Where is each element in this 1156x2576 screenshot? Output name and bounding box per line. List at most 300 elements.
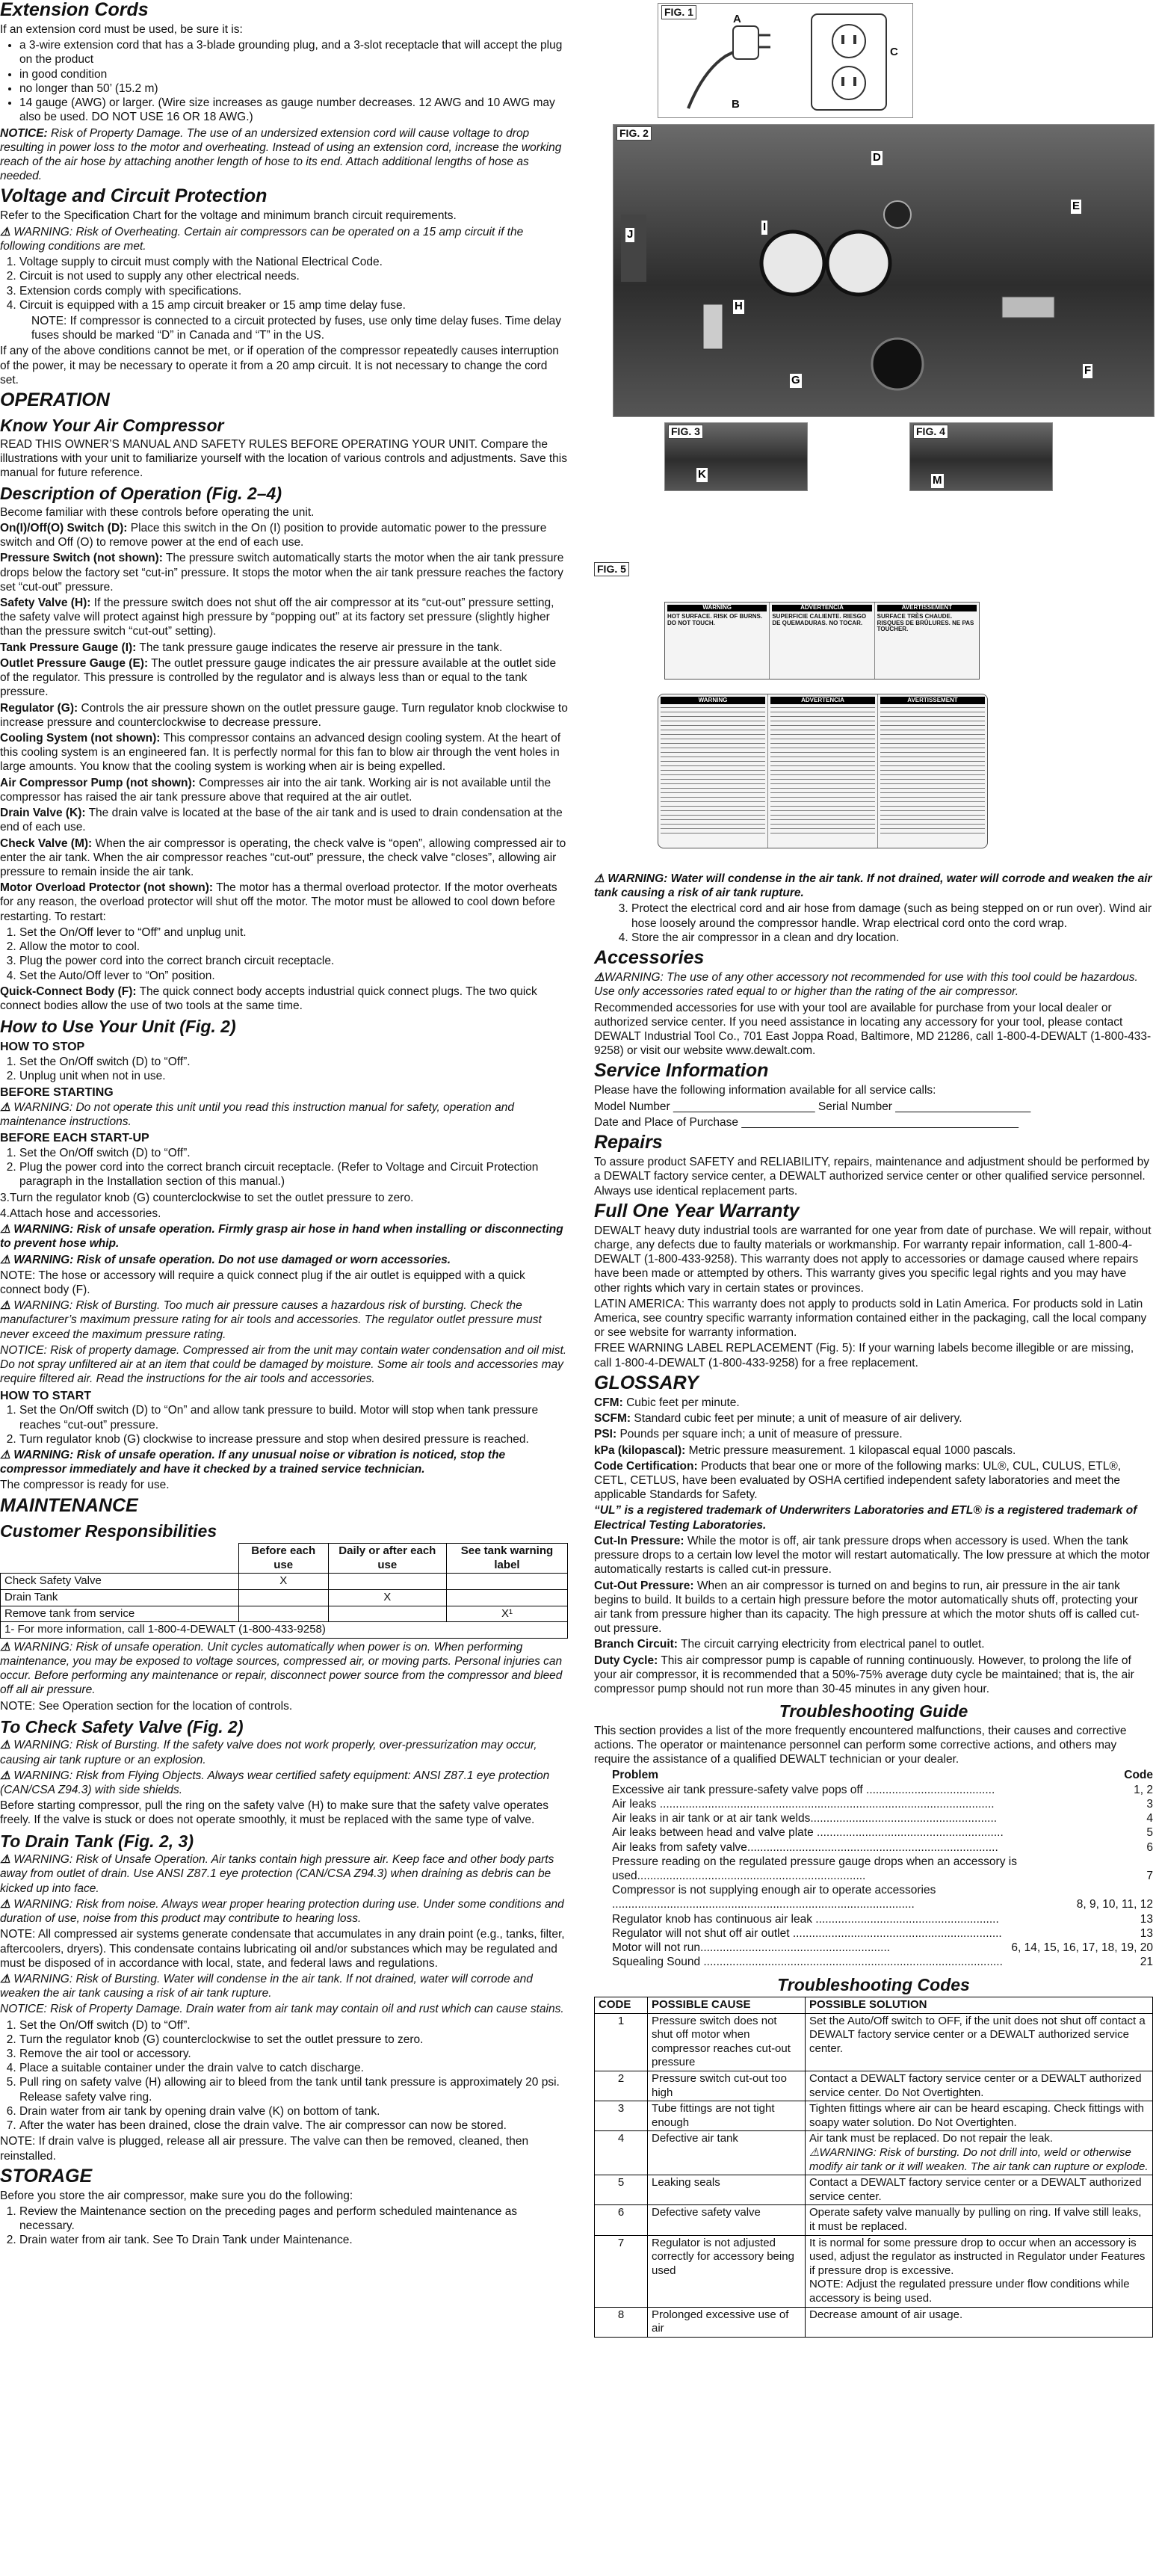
table-cell: 2 [595, 2071, 648, 2101]
label-header: ADVERTENCIA [772, 605, 871, 611]
term: Branch Circuit: [594, 1638, 678, 1651]
troubleshooting-codes-table [594, 1997, 1153, 2338]
list-item [612, 1840, 1153, 1855]
extension-notice [0, 126, 568, 184]
drain-steps [0, 2018, 568, 2133]
desc-item [0, 985, 568, 1013]
label-text: SUPERFICIE CALIENTE. RIESGO DE QUEMADURAS. NO TOCAR. [772, 612, 867, 626]
drain-notice: NOTICE: Risk of Property Damage. Drain water from air tank may contain oil and rust which can cause stains. [0, 2003, 564, 2016]
drain-step: 1. Set the On/Off switch (D) to “Off”. [19, 2018, 568, 2033]
service-text: Please have the following information available for all service calls: [594, 1084, 936, 1097]
list-item [612, 1811, 1153, 1825]
warning-text: WARNING: Risk of unsafe operation. Do not use damaged or worn accessories. [13, 1253, 451, 1266]
problem: Motor will not run........................................................... [612, 1941, 891, 1955]
definition: The pressure switch automatically starts the motor when the air tank pressure drops below the factory set “cut-in” pressure. It stops the motor when the air tank pressure reaches the factory set “cut-out” pressure. [0, 552, 564, 594]
table-cell: Tighten fittings where air can be heard escaping. Check fittings with soapy water solution. Do Not Overtighten. [806, 2101, 1153, 2131]
table-cell: Set the Auto/Off switch to OFF, if the unit does not shut off contact a DEWALT factory service center or a DEWALT authorized service center. [806, 2013, 1153, 2071]
code: 6 [1146, 1840, 1153, 1854]
table-header-cell: Before each use [238, 1544, 328, 1574]
table-header-cell: CODE [595, 1997, 648, 2014]
repairs-title: Repairs [594, 1132, 663, 1153]
code: 5 [1146, 1826, 1153, 1840]
definition: When the air compressor is operating, the check valve is “open”, allowing compressed air to enter the air tank. When the air compressor reaches “cut-out” pressure, the check valve “closes”, allowing air pressure to remain inside the air tank. [0, 836, 566, 878]
table-cell: 4 [595, 2131, 648, 2175]
warning-text: WARNING: Risk of Bursting. Too much air pressure causes a hazardous risk of bursting. Check the manufacturer’s maximum pressure rating for air tools and accessories. The regulator outlet pressure must never exceed the maximum pressure rating. [0, 1299, 542, 1341]
each-steps [0, 1146, 568, 1189]
definition: If the pressure switch does not shut off the air compressor at its “cut-out” pressure setting, the safety valve will protect against high pressure by “popping out” at its factory set pressure (slightly higher than the pressure switch “cut-out” setting). [0, 597, 554, 638]
extension-item: • 14 gauge (AWG) or larger. (Wire size increases as gauge number decreases. 12 AWG and 10 AWG may also be used. DO NOT USE 16 OR 18 AWG.) [19, 96, 568, 124]
howto-note: NOTE: The hose or accessory will require a quick connect plug if the air outlet is equipped with a quick connect body (F). [0, 1269, 525, 1296]
howto-title: How to Use Your Unit (Fig. 2) [0, 1017, 236, 1037]
stop-title: HOW TO STOP [0, 1040, 85, 1053]
table-footnote-row [1, 1622, 568, 1639]
voltage-item: 3. Extension cords comply with specifications. [19, 284, 568, 298]
definition: Pounds per square inch; a unit of measure of pressure. [619, 1428, 903, 1441]
extension-cords-title: Extension Cords [0, 0, 149, 20]
solution-text: It is normal for some pressure drop to occur when an accessory is used, adjust the regulator as instructed in Regulator under Features if pressure drop is excessive. [809, 2236, 1146, 2277]
table-header-cell: POSSIBLE SOLUTION [806, 1997, 1153, 2014]
desc-intro: Become familiar with these controls before operating the unit. [0, 505, 315, 519]
warning-icon: ⚠ [0, 1449, 10, 1462]
warranty-latin: LATIN AMERICA: This warranty does not apply to products sold in Latin America. For products sold in Latin America, see country specific warranty information contained either in the packaging, call the local company or see website for warranty information. [594, 1297, 1147, 1340]
safety-valve-title: To Check Safety Valve (Fig. 2) [0, 1716, 244, 1737]
term: Safety Valve (H): [0, 597, 91, 610]
table-cell [806, 2131, 1153, 2175]
definition: The quick connect body accepts industrial quick connect plugs. The two quick connect bodies allow the use of two tools at the same time. [0, 985, 537, 1012]
howto-warning-3 [0, 1298, 568, 1342]
start-steps [0, 1403, 568, 1446]
problem: Pressure reading on the regulated pressure gauge drops when an accessory is used....................................................................... [612, 1855, 1017, 1882]
glossary-item [594, 1637, 1153, 1651]
extension-item: • a 3-wire extension cord that has a 3-blade grounding plug, and a 3-slot receptacle that will accept the plug on the product [19, 38, 568, 67]
each-step: 1. Set the On/Off switch (D) to “Off”. [19, 1146, 568, 1160]
term: Duty Cycle: [594, 1654, 658, 1667]
storage-step: 3. Protect the electrical cord and air hose from damage (such as being stepped on or run over). Wind air hose loosely around the compressor handle. Wrap electrical cord onto the cord wrap. [631, 902, 1153, 930]
term: Quick-Connect Body (F): [0, 985, 137, 998]
table-header-cell: POSSIBLE CAUSE [648, 1997, 806, 2014]
operation-title: OPERATION [0, 389, 110, 411]
storage-title: STORAGE [0, 2165, 93, 2187]
drain-step: 3. Remove the air tool or accessory. [19, 2047, 568, 2061]
restart-step: 1. Set the On/Off lever to “Off” and unplug unit. [19, 925, 568, 940]
problem: Air leaks in air tank or at air tank welds.......................................................... [612, 1812, 998, 1825]
term: Air Compressor Pump (not shown): [0, 776, 196, 789]
definition: The circuit carrying electricity from electrical panel to outlet. [681, 1638, 985, 1651]
glossary-title: GLOSSARY [594, 1372, 699, 1393]
warning-icon: ⚠ [0, 1253, 10, 1266]
drain-step: 4. Place a suitable container under the drain valve to catch discharge. [19, 2061, 568, 2075]
code: 21 [1140, 1956, 1153, 1969]
warning-icon: ⚠ [0, 225, 10, 238]
before-title: BEFORE STARTING [0, 1085, 114, 1099]
figure-1 [658, 3, 913, 118]
list-item [612, 1955, 1153, 1969]
problem: Air leaks from safety valve.............................................................................. [612, 1840, 998, 1854]
term: Motor Overload Protector (not shown): [0, 881, 214, 895]
stop-step: 1. Set the On/Off switch (D) to “Off”. [19, 1055, 568, 1069]
term: Check Valve (M): [0, 836, 93, 850]
before-warning [0, 1100, 568, 1129]
definition: Standard cubic feet per minute; a unit of measure of air delivery. [634, 1412, 962, 1426]
list-item [612, 1783, 1153, 1797]
table-cell: Pressure switch does not shut off motor when compressor reaches cut-out pressure [648, 2013, 806, 2071]
notice-label: NOTICE: [0, 126, 48, 140]
list-item [612, 1912, 1153, 1926]
table-cell: 1 [595, 2013, 648, 2071]
accessories-warning [594, 970, 1153, 999]
safety-warning-1 [0, 1738, 568, 1766]
table-row [595, 2071, 1153, 2101]
desc-item [0, 656, 568, 700]
glossary-item [594, 1654, 1153, 1697]
desc-title: Description of Operation (Fig. 2–4) [0, 484, 282, 504]
table-cell: Drain Tank [1, 1589, 239, 1606]
warning-icon: ⚠ [0, 1897, 10, 1911]
drain-note-2: NOTE: If drain valve is plugged, release all air pressure. The valve can then be removed, cleaned, then reinstalled. [0, 2135, 529, 2163]
table-cell: Prolonged excessive use of air [648, 2307, 806, 2337]
table-row [1, 1589, 568, 1606]
problem: Air leaks between head and valve plate .......................................................... [612, 1826, 1004, 1840]
term: Code Certification: [594, 1459, 698, 1473]
table-cell [446, 1589, 567, 1606]
table-cell: Remove tank from service [1, 1606, 239, 1622]
maint-warning [0, 1640, 568, 1698]
callout-i: I [763, 221, 767, 233]
term: Cooling System (not shown): [0, 732, 161, 745]
drain-note: NOTE: All compressed air systems generate condensate that accumulates in any drain point (e.g., tanks, filter, aftercoolers, dryers). This condensate contains lubricating oil and/or substances which may be regulated and must be disposed of in accordance with local, state, and federal laws and regulations. [0, 1928, 565, 1970]
safety-warning-label [658, 694, 988, 848]
warning-text: WARNING: Do not operate this unit until you read this instruction manual for safety, operation and maintenance instructions. [0, 1100, 514, 1128]
table-row [595, 2175, 1153, 2205]
drain-step: 5. Pull ring on safety valve (H) allowing air to bleed from the tank until tank pressure is approximately 20 psi. Release safety valve ring. [19, 2075, 568, 2104]
troubleshooting-header [594, 1768, 1153, 1782]
table-cell: Pressure switch cut-out too high [648, 2071, 806, 2101]
howto-warning-4 [0, 1448, 568, 1476]
problem: Regulator knob has continuous air leak ......................................................... [612, 1912, 999, 1926]
glossary-item [594, 1411, 1153, 1426]
list-item [612, 1825, 1153, 1840]
table-header-cell: See tank warning label [446, 1544, 567, 1574]
callout-h: H [735, 300, 743, 312]
each-step: 2. Plug the power cord into the correct branch circuit receptacle. (Refer to Voltage and Circuit Protection paragraph in the Installation section of this manual.) [19, 1160, 568, 1189]
label-text: SURFACE TRÈS CHAUDE. RISQUES DE BRÛLURES. NE PAS TOUCHER. [877, 612, 974, 633]
voltage-warning-text: WARNING: Risk of Overheating. Certain air compressors can be operated on a 15 amp circuit if the following conditions are met. [0, 225, 524, 253]
table-header-cell [1, 1544, 239, 1574]
callout-k: K [698, 468, 706, 481]
service-model-line: Model Number ______________________ Serial Number _____________________ [594, 1100, 1031, 1113]
each-step-4: 4.Attach hose and accessories. [0, 1207, 161, 1220]
storage-step: 1. Review the Maintenance section on the preceding pages and perform scheduled maintenance as necessary. [19, 2204, 568, 2233]
warning-text: WARNING: Risk of unsafe operation. If any unusual noise or vibration is noticed, stop the compressor immediately and have it checked by a trained service technician. [0, 1449, 506, 1476]
maint-note: NOTE: See Operation section for the location of controls. [0, 1699, 293, 1713]
glossary-item [594, 1427, 1153, 1441]
table-footnote: 1- For more information, call 1-800-4-DEWALT (1-800-433-9258) [1, 1622, 568, 1639]
desc-item [0, 596, 568, 639]
label-panel-fr [878, 694, 987, 848]
table-cell: Tube fittings are not tight enough [648, 2101, 806, 2131]
warning-icon: ⚠ [0, 1100, 10, 1114]
desc-item [0, 551, 568, 594]
table-row [595, 2013, 1153, 2071]
code: 7 [1146, 1869, 1153, 1882]
code: 1, 2 [1134, 1783, 1153, 1796]
list-item [612, 1926, 1153, 1941]
drain-warning-1 [0, 1852, 568, 1896]
glossary-item [594, 1443, 1153, 1458]
table-cell: Operate safety valve manually by pulling on ring. If valve still leaks, it must be replaced. [806, 2205, 1153, 2235]
solution-warning [809, 2146, 1149, 2174]
label-fine-print [661, 707, 765, 834]
warning-text: WARNING: The use of any other accessory not recommended for use with this tool could be hazardous. Use only accessories rated equal to or higher than the rating of the air compressor. [594, 971, 1138, 999]
extension-item: • no longer than 50’ (15.2 m) [19, 81, 568, 96]
definition: Metric pressure measurement. 1 kilopascal equal 1000 pascals. [688, 1443, 1016, 1457]
know-text: READ THIS OWNER’S MANUAL AND SAFETY RULES BEFORE OPERATING YOUR UNIT. Compare the illustrations with your unit to familiarize yourself with the location of various controls and adjustments. Save this manual for future reference. [0, 437, 567, 479]
desc-item [0, 776, 568, 804]
table-cell: 7 [595, 2235, 648, 2307]
code: 3 [1146, 1797, 1153, 1811]
code: 13 [1140, 1912, 1153, 1926]
code: 8, 9, 10, 11, 12 [1076, 1898, 1153, 1911]
list-item [612, 1941, 1153, 1955]
table-cell: X¹ [446, 1606, 567, 1622]
table-cell: 5 [595, 2175, 648, 2205]
callout-d: D [873, 151, 881, 164]
table-cell: Regulator is not adjusted correctly for accessory being used [648, 2235, 806, 2307]
term: Outlet Pressure Gauge (E): [0, 656, 149, 670]
figure-3 [664, 422, 808, 491]
label-text: HOT SURFACE. RISK OF BURNS. DO NOT TOUCH. [667, 612, 763, 626]
warning-text: WARNING: Risk of bursting. Do not drill into, weld or otherwise modify air tank or it will weaken. The air tank can rupture or explode. [809, 2145, 1149, 2173]
label-header: AVERTISSEMENT [877, 605, 977, 611]
drain-step: 6. Drain water from air tank by opening drain valve (K) on bottom of tank. [19, 2104, 568, 2119]
definition: This air compressor pump is capable of running continuously. However, to prolong the life of your air compressor, it is recommended that a 50%-75% average duty cycle be maintained; that is, the air compressor pump should not run more than 30-45 minutes in any given hour. [594, 1654, 1134, 1696]
callout-a: A [733, 13, 741, 25]
table-cell [238, 1589, 328, 1606]
warning-icon: ⚠ [809, 2145, 820, 2159]
problem-header: Problem [612, 1769, 659, 1782]
voltage-title: Voltage and Circuit Protection [0, 185, 268, 207]
figure-4 [909, 422, 1053, 491]
callout-e: E [1072, 200, 1081, 212]
warning-icon: ⚠ [0, 1769, 10, 1782]
stop-step: 2. Unplug unit when not in use. [19, 1069, 568, 1083]
howto-warning-2 [0, 1253, 568, 1267]
definition: Controls the air pressure shown on the outlet pressure gauge. Turn regulator knob clockwise to increase pressure and counterclockwise to decrease pressure. [0, 701, 568, 729]
table-header-cell: Daily or after each use [328, 1544, 446, 1574]
table-row [1, 1606, 568, 1622]
figure-4-label: FIG. 4 [913, 425, 948, 439]
howto-notice: NOTICE: Risk of property damage. Compressed air from the unit may contain water condensation and oil mist. Do not spray unfiltered air at an item that could be damaged by moisture. Some air tools and accessories may require filtered air. Read the instructions for the air tools and accessories. [0, 1343, 567, 1386]
each-title: BEFORE EACH START-UP [0, 1132, 149, 1145]
label-panel-es [768, 694, 878, 848]
codes-title: Troubleshooting Codes [777, 1974, 970, 1994]
voltage-list [0, 255, 568, 312]
warning-icon: ⚠ [0, 1972, 10, 1985]
warning-text: WARNING: Risk from Flying Objects. Always wear certified safety equipment: ANSI Z87.1 eye protection (CAN/CSA Z94.3) with side shields. [0, 1769, 550, 1797]
callout-b: B [732, 98, 740, 111]
warning-text: WARNING: Water will condense in the air tank. If not drained, water will corrode and weaken the air tank causing a risk of air tank rupture. [594, 872, 1152, 900]
start-step: 1. Set the On/Off switch (D) to “On” and allow tank pressure to build. Motor will stop when tank pressure reaches “cut-out” pressure. [19, 1403, 568, 1432]
table-cell [446, 1574, 567, 1590]
right-column [594, 872, 1153, 2338]
figure-3-label: FIG. 3 [668, 425, 703, 439]
warning-icon: ⚠ [0, 1299, 10, 1313]
each-step-3: 3.Turn the regulator knob (G) counterclockwise to set the outlet pressure to zero. [0, 1191, 414, 1204]
problem: Compressor is not supplying enough air to operate accessories .............................................................................................. [612, 1884, 936, 1911]
warning-text: WARNING: Risk of Bursting. If the safety valve does not work properly, over-pressurization may occur, causing air tank rupture or an explosion. [0, 1739, 537, 1766]
drain-warning-3 [0, 1972, 568, 2000]
table-row [595, 2235, 1153, 2307]
warranty-free-label: FREE WARNING LABEL REPLACEMENT (Fig. 5): If your warning labels become illegible or are missing, call 1-800-4-DEWALT (1-800-433-9258) for a free replacement. [594, 1342, 1134, 1369]
definition: The motor has a thermal overload protector. If the motor overheats for any reason, the overload protector will shut off the motor. The motor must be allowed to cool down before restarting. To restart: [0, 881, 557, 923]
restart-step: 4. Set the Auto/Off lever to “On” position. [19, 969, 568, 983]
know-title: Know Your Air Compressor [0, 416, 224, 436]
table-cell: Leaking seals [648, 2175, 806, 2205]
safety-warning-2 [0, 1769, 568, 1797]
label-panel-fr [875, 603, 979, 679]
desc-item [0, 701, 568, 730]
table-cell: 8 [595, 2307, 648, 2337]
safety-text: Before starting compressor, pull the ring on the safety valve (H) to make sure that the safety valve operates freely. If the valve is stuck or does not operate smoothly, it must be replaced with the same type of valve. [0, 1799, 549, 1827]
table-row [595, 2101, 1153, 2131]
plug-receptacle-diagram [658, 4, 912, 117]
extension-list [0, 38, 568, 124]
warning-text: WARNING: Risk of Bursting. Water will condense in the air tank. If not drained, water will corrode and weaken the air tank causing a risk of air tank rupture. [0, 1972, 533, 2000]
definition: The drain valve is located at the base of the air tank and is used to drain condensation at the end of each use. [0, 807, 563, 834]
warning-text: WARNING: Risk from noise. Always wear proper hearing protection during use. Under some conditions and duration of use, noise from this product may contribute to hearing loss. [0, 1897, 564, 1926]
label-header: WARNING [667, 605, 767, 611]
term: kPa (kilopascal): [594, 1443, 686, 1457]
voltage-item: 2. Circuit is not used to supply any other electrical needs. [19, 269, 568, 283]
start-step: 2. Turn regulator knob (G) clockwise to increase pressure and stop when desired pressure is reached. [19, 1432, 568, 1446]
service-title: Service Information [594, 1060, 769, 1082]
problem: Squealing Sound ............................................................................................. [612, 1956, 1003, 1969]
definition: The tank pressure gauge indicates the reserve air pressure in the tank. [139, 641, 503, 654]
table-row [1, 1574, 568, 1590]
stop-steps [0, 1055, 568, 1083]
drain-step: 7. After the water has been drained, close the drain valve. The air compressor can now be stored. [19, 2119, 568, 2133]
code: 13 [1140, 1926, 1153, 1940]
ready-text: The compressor is ready for use. [0, 1479, 170, 1492]
term: Drain Valve (K): [0, 807, 86, 820]
callout-m: M [933, 474, 942, 487]
restart-step: 2. Allow the motor to cool. [19, 940, 568, 954]
warning-text: WARNING: Risk of unsafe operation. Firmly grasp air hose in hand when installing or disconnecting to prevent hose whip. [0, 1223, 563, 1251]
warning-icon: ⚠ [0, 1739, 10, 1752]
table-row [595, 2205, 1153, 2235]
warning-text: WARNING: Risk of Unsafe Operation. Air tanks contain high pressure air. Keep face and other body parts away from outlet of drain. Use ANSI Z87.1 eye protection (CAN/CSA Z94.3) when draining as debris can be kicked up into face. [0, 1853, 554, 1895]
troubleshooting-title: Troubleshooting Guide [779, 1701, 968, 1722]
warning-text: WARNING: Risk of unsafe operation. Unit cycles automatically when power is on. When performing maintenance, you may be exposed to voltage sources, compressed air, or moving parts. Personal injuries can occur. Before performing any maintenance or repair, disconnect power source from the compressor and bleed off all air pressure. [0, 1640, 563, 1697]
figure-1-label: FIG. 1 [661, 5, 696, 19]
accessories-text: Recommended accessories for use with your tool are available for purchase from your local dealer or authorized service center. If you need assistance in locating any accessory for your tool, please contact DEWALT Industrial Tool Co., 701 East Joppa Road, Baltimore, MD 21286, call 1-800-4-DEWALT (1-800-433-9258) or visit our website www.dewalt.com. [594, 1001, 1152, 1058]
label-header: WARNING [661, 697, 765, 704]
definition: Compresses air into the air tank. Working air is not available until the compressor has raised the air tank pressure above that required at the air outlet. [0, 776, 551, 804]
code-header: Code [1124, 1769, 1153, 1782]
table-cell: 3 [595, 2101, 648, 2131]
problem: Excessive air tank pressure-safety valve pops off ........................................ [612, 1783, 995, 1796]
glossary-item [594, 1396, 1153, 1410]
hot-surface-label [664, 602, 980, 680]
table-cell: Decrease amount of air usage. [806, 2307, 1153, 2337]
label-panel-en [665, 603, 770, 679]
term: CFM: [594, 1396, 623, 1409]
glossary-item [594, 1579, 1153, 1636]
restart-step: 3. Plug the power cord into the correct branch circuit receptacle. [19, 954, 568, 968]
label-panel-en [658, 694, 768, 848]
label-panel-es [770, 603, 874, 679]
table-cell: Contact a DEWALT factory service center or a DEWALT authorized service center. [806, 2175, 1153, 2205]
definition: The outlet pressure gauge indicates the air pressure available at the outlet side of the regulator. This pressure is controlled by the regulator and is always less than or equal to the tank pressure. [0, 656, 557, 699]
figure-2-label: FIG. 2 [616, 126, 652, 141]
label-header: AVERTISSEMENT [880, 697, 985, 704]
solution-note: NOTE: Adjust the regulated pressure under flow conditions while accessory is being used. [809, 2278, 1130, 2305]
compressor-controls-photo [613, 125, 1154, 416]
definition: Place this switch in the On (I) position to provide automatic power to the pressure switch and Off (O) to remove power at the end of each use. [0, 521, 547, 549]
desc-item [0, 806, 568, 834]
problem: Air leaks ........................................................................................................ [612, 1797, 995, 1811]
term: Cut-Out Pressure: [594, 1579, 694, 1592]
code: 6, 14, 15, 16, 17, 18, 19, 20 [1011, 1941, 1153, 1955]
glossary-item [594, 1459, 1153, 1503]
code: 4 [1146, 1812, 1153, 1825]
responsibility-table [0, 1543, 568, 1639]
desc-item [0, 731, 568, 774]
term: PSI: [594, 1428, 617, 1441]
maintenance-title: MAINTENANCE [0, 1494, 138, 1516]
glossary-ul-note: “UL” is a registered trademark of Underwriters Laboratories and ETL® is a registered trademark of Electrical Testing Laboratories. [594, 1504, 1137, 1532]
definition: Cubic feet per minute. [626, 1396, 740, 1409]
label-header: ADVERTENCIA [770, 697, 875, 704]
table-cell [328, 1606, 446, 1622]
label-fine-print [770, 707, 875, 834]
accessories-title: Accessories [594, 947, 705, 969]
desc-item [0, 641, 568, 655]
desc-item [0, 521, 568, 549]
warranty-text: DEWALT heavy duty industrial tools are warranted for one year from date of purchase. We will repair, without charge, any defects due to faulty materials or workmanship. For warranty repair information, call 1-800-4-DEWALT (1-800-433-9258). This warranty does not apply to accessories or damage caused where repairs have been made or attempted by others. This warranty gives you specific legal rights and you may have other rights which vary in certain states or provinces. [594, 1224, 1152, 1295]
storage-intro: Before you store the air compressor, make sure you do the following: [0, 2189, 353, 2202]
solution-text: Air tank must be replaced. Do not repair the leak. [809, 2132, 1054, 2145]
warning-icon: ⚠ [594, 971, 605, 985]
table-cell: X [328, 1589, 446, 1606]
voltage-warning [0, 225, 568, 253]
restart-steps [0, 925, 568, 983]
term: On(I)/Off(O) Switch (D): [0, 521, 128, 534]
glossary-item [594, 1534, 1153, 1577]
callout-j: J [627, 228, 634, 241]
storage-step: 4. Store the air compressor in a clean and dry location. [631, 931, 1153, 945]
definition: When an air compressor is turned on and begins to run, air pressure in the air tank begins to build. It builds to a certain high pressure before the motor automatically shuts off, protecting your air tank from pressure higher than its capacity. The high pressure at which the motor shuts off is called cut-out pressure. [594, 1579, 1140, 1636]
howto-warning-1 [0, 1222, 568, 1251]
voltage-after: If any of the above conditions cannot be met, or if operation of the compressor repeatedly causes interruption of the power, it may be necessary to operate it from a 20 amp circuit. It is not necessary to change the cord set. [0, 345, 559, 386]
table-cell: Check Safety Valve [1, 1574, 239, 1590]
table-header-row [1, 1544, 568, 1574]
storage-step: 2. Drain water from air tank. See To Drain Tank under Maintenance. [19, 2233, 568, 2247]
problem: Regulator will not shut off air outlet ................................................................. [612, 1926, 1002, 1940]
drain-warning-2 [0, 1897, 568, 1926]
table-row [595, 2307, 1153, 2337]
desc-item [0, 836, 568, 880]
customer-resp-title: Customer Responsibilities [0, 1520, 217, 1541]
voltage-item: 1. Voltage supply to circuit must comply with the National Electrical Code. [19, 255, 568, 269]
figure-5-label: FIG. 5 [594, 562, 629, 576]
drain-step: 2. Turn the regulator knob (G) counterclockwise to set the outlet pressure to zero. [19, 2033, 568, 2047]
table-row [595, 2131, 1153, 2175]
table-cell [328, 1574, 446, 1590]
extension-intro: If an extension cord must be used, be sure it is: [0, 23, 243, 36]
repairs-text: To assure product SAFETY and RELIABILITY, repairs, maintenance and adjustment should be performed by a DEWALT factory service center, a DEWALT authorized service center or other qualified service personnel. Always use identical replacement parts. [594, 1156, 1149, 1198]
definition: While the motor is off, air tank pressure drops when accessory is used. When the tank pressure drops to a certain low level the motor will restart automatically. The low pressure at which the motor automatically restarts is called cut-in pressure. [594, 1534, 1150, 1577]
